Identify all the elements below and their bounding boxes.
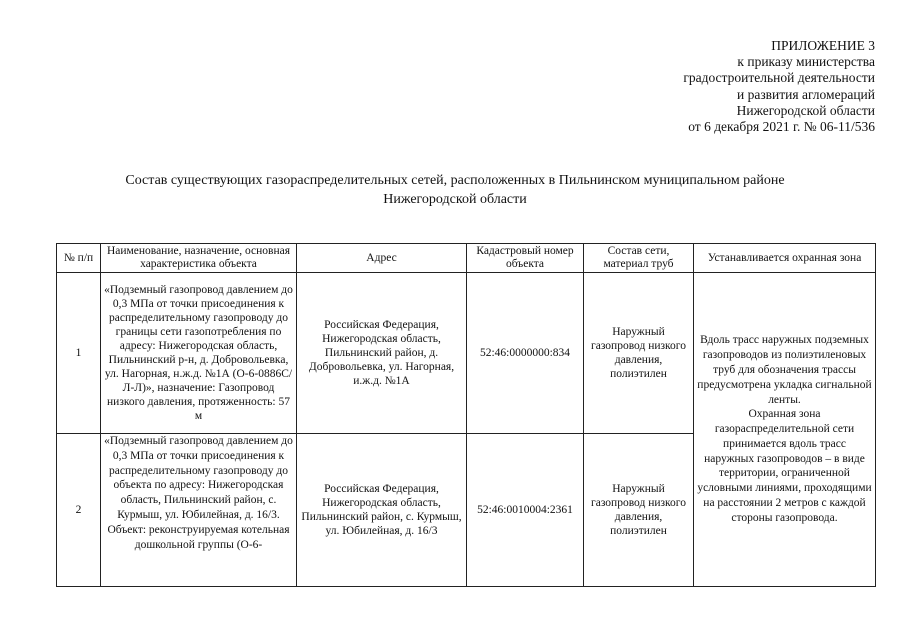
header-num: № п/п bbox=[57, 244, 101, 273]
cell-protection-zone bbox=[694, 273, 876, 587]
cell-num: 1 bbox=[57, 273, 101, 434]
gas-networks-table bbox=[56, 243, 876, 587]
header-zone: Устанавливается охранная зона bbox=[694, 244, 876, 273]
cell-composition: Наружный газопровод низкого давления, полиэтилен bbox=[584, 434, 694, 587]
appendix-header bbox=[515, 38, 875, 135]
zone-paragraph: Охранная зона газораспределительной сети принимается вдоль трасс наружных газопроводов – в виде территории, ограниченной условными линиями, проходящими на расстоянии 2 метров с каждой стороны газопровода. bbox=[697, 408, 872, 524]
document-title bbox=[60, 171, 850, 209]
cell-num: 2 bbox=[57, 434, 101, 587]
appendix-line: и развития агломераций bbox=[736, 86, 875, 102]
header-address: Адрес bbox=[297, 244, 467, 273]
header-cadastral: Кадастровый номер объекта bbox=[467, 244, 584, 273]
table-row bbox=[57, 273, 876, 434]
cell-cadastral: 52:46:0000000:834 bbox=[467, 273, 584, 434]
appendix-line: Нижегородской области bbox=[736, 102, 875, 118]
appendix-line: градостроительной деятельности bbox=[683, 70, 875, 86]
header-name: Наименование, назначение, основная характеристика объекта bbox=[101, 244, 297, 273]
cell-name: «Подземный газопровод давлением до 0,3 МПа от точки присоединения к распределительному газопроводу до границы сети газопотребления по адресу: Нижегородская область, Пильнинский р-н, д. Добровольевка, ул. Нагорная, н.ж.д. №1А (О-6-0886С/Л-Л)», назначение: Газопровод низкого давления, протяженность: 57 м bbox=[101, 273, 297, 434]
cell-address: Российская Федерация, Нижегородская область, Пильнинский район, с. Курмыш, ул. Юбилейная, д. 16/3 bbox=[297, 434, 467, 587]
appendix-line: к приказу министерства bbox=[737, 54, 875, 70]
cell-name bbox=[101, 434, 297, 587]
cell-composition: Наружный газопровод низкого давления, полиэтилен bbox=[584, 273, 694, 434]
cell-name-text: «Подземный газопровод давлением до 0,3 МПа от точки присоединения к распределительному газопроводу до объекта по адресу: Нижегородская область, Пильнинский район, с. Курмыш, ул. Юбилейная, д. 16/3. Объект: реконструируемая котельная дошкольной группы (О-6- bbox=[104, 435, 293, 551]
appendix-line: ПРИЛОЖЕНИЕ 3 bbox=[771, 38, 875, 53]
document-title-line: Нижегородской области bbox=[383, 192, 527, 207]
cell-address: Российская Федерация, Нижегородская область, Пильнинский район, д. Добровольевка, ул. Нагорная, и.ж.д. №1А bbox=[297, 273, 467, 434]
header-composition: Состав сети, материал труб bbox=[584, 244, 694, 273]
document-title-line: Состав существующих газораспределительных сетей, расположенных в Пильнинском муниципальном районе bbox=[125, 173, 785, 188]
table-header-row bbox=[57, 244, 876, 273]
zone-paragraph: Вдоль трасс наружных подземных газопроводов из полиэтиленовых труб для обозначения трассы предусмотрена укладка сигнальной ленты. bbox=[697, 334, 872, 406]
appendix-line: от 6 декабря 2021 г. № 06-11/536 bbox=[688, 119, 875, 135]
cell-cadastral: 52:46:0010004:2361 bbox=[467, 434, 584, 587]
